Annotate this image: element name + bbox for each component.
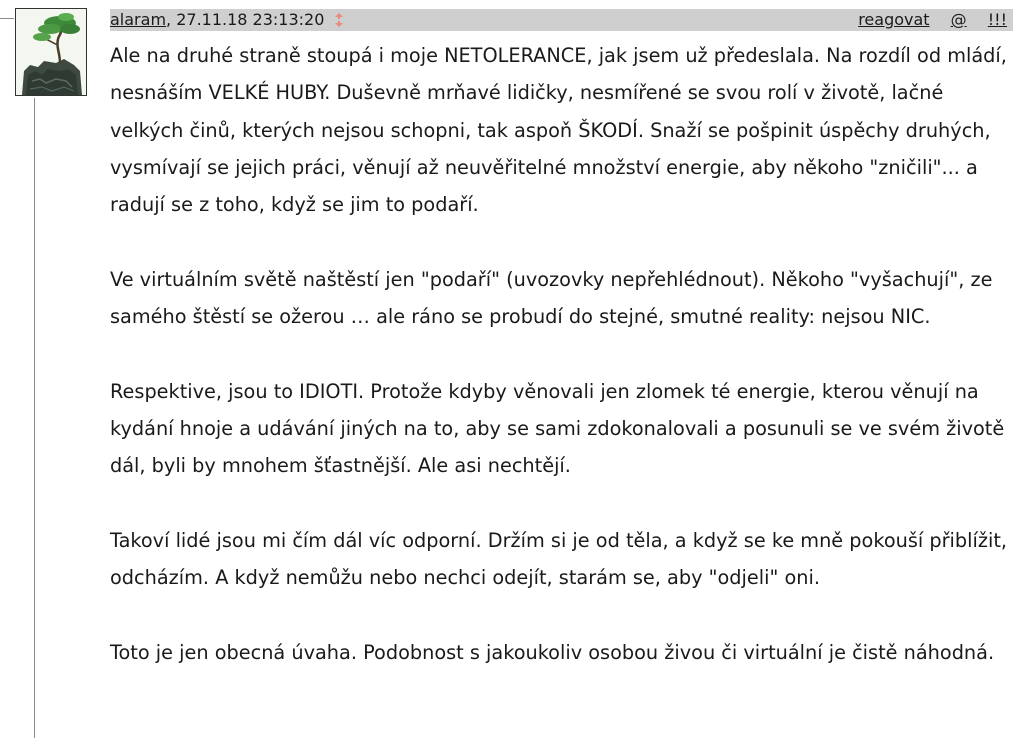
post-paragraph: Takoví lidé jsou mi čím dál víc odporní. Držím si je od těla, a když se ke mně pokouší přiblížit, odcházím. A když nemůžu nebo nechci odejít, starám se, aby "odjeli" oni. <box>110 528 1008 590</box>
post-paragraph: Ve virtuálním světě naštěstí jen "podaří" (uvozovky nepřehlédnout). Někoho "vyšachují", ze samého štěstí se ožerou … ale ráno se probudí do stejné, smutné reality: nejsou NIC. <box>110 267 993 329</box>
post-timestamp: 27.11.18 23:13:20 <box>176 10 325 29</box>
post-paragraph: Ale na druhé straně stoupá i moje NETOLERANCE, jak jsem už předeslala. Na rozdíl od mládí, nesnáším VELKÉ HUBY. Duševně mrňavé lidičky, nesmířené se svou rolí v životě, lačné velkých činů, kterých nejsou schopni, tak aspoň ŠKODÍ. Snaží se pošpinit úspěchy druhých, vysmívají se jejich práci, věnují až neuvěřitelné množství energie, aby někoho "zničili"... a radují se z toho, když se jim to podaří. <box>110 44 1007 217</box>
reply-link[interactable]: reagovat <box>858 10 930 29</box>
arrow-up-down-icon[interactable] <box>334 11 344 33</box>
post-header <box>110 9 1013 31</box>
author-link[interactable]: alaram <box>110 10 167 29</box>
post-meta <box>110 9 344 33</box>
thread-connector-horizontal <box>0 18 14 19</box>
mention-link[interactable]: @ <box>950 10 967 29</box>
flag-link[interactable]: !!! <box>987 10 1007 29</box>
post-body <box>110 37 1018 708</box>
post-paragraph: Respektive, jsou to IDIOTI. Protože kdyby věnovali jen zlomek té energie, kterou věnují na kydání hnoje a udávání jiných na to, aby se sami zdokonalovali a posunuli se ve svém životě dál, byli by mnohem šťastnější. Ale asi nechtějí. <box>110 379 1005 478</box>
post-actions <box>842 9 1007 31</box>
post-paragraph: Toto je jen obecná úvaha. Podobnost s jakoukoliv osobou živou či virtuální je čistě náhodná. <box>110 640 995 664</box>
meta-separator: , <box>166 10 177 29</box>
thread-connector-vertical <box>34 98 35 738</box>
avatar[interactable] <box>15 8 87 96</box>
tree-on-rock-avatar-icon <box>16 9 86 95</box>
